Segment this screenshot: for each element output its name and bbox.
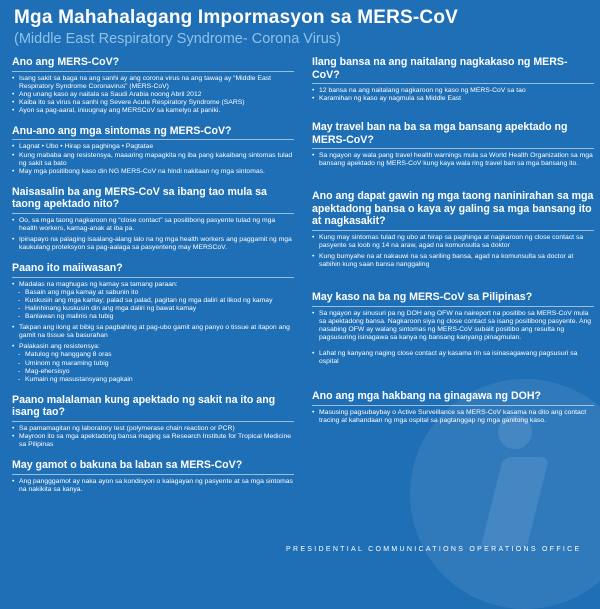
- divider: [312, 405, 594, 406]
- list-item: • 12 bansa na ang naitalang nagkaroon ng kaso ng MERS-CoV sa tao: [312, 87, 594, 95]
- page-subtitle: (Middle East Respiratory Syndrome- Corona Virus): [14, 31, 341, 47]
- list-item: • Palakasin ang resistensya:: [12, 343, 294, 351]
- bullet-list: [312, 152, 594, 168]
- list-item: • Sa ngayon ay wala pang travel health warnings mula sa World Health Organization sa mga bansang apektado ng MERS-CoV kung kaya wala ring travel ban sa mga bansang ito.: [312, 152, 594, 168]
- list-item: • Lahat ng kanyang naging close contact ay kasama rin sa isinasagawang pagsusuri sa ospital: [312, 350, 594, 366]
- section-ano-ang-mers: [12, 56, 294, 115]
- section-question: Paano malalaman kung apektado ng sakit na ito ang isang tao?: [12, 393, 276, 419]
- list-item: • Kung mababa ang resistensya, maaaring mapagkita ng iba pang kakaibang sintomas tulad ng sakit sa bato: [12, 152, 294, 168]
- bullet-list: [12, 425, 294, 449]
- divider: [312, 230, 594, 231]
- divider: [12, 421, 294, 422]
- list-item: • May mga positibong kaso din NG MERS-CoV na hindi nakitaan ng mga sintomas.: [12, 168, 294, 176]
- sub-list-item: - Basain ang mga kamay at sabunin ito: [18, 289, 294, 297]
- section-hakbang-doh: [312, 390, 594, 425]
- bullet-list: [12, 143, 294, 175]
- footer-agency: PRESIDENTIAL COMMUNICATIONS OPERATIONS OFFICE: [286, 546, 582, 553]
- list-item: • Lagnat • Ubo • Hirap sa paghinga • Pagtatae: [12, 143, 294, 151]
- sub-list: [18, 351, 294, 383]
- bullet-list: [312, 87, 594, 103]
- left-column: [12, 56, 294, 494]
- section-question: Paano ito maiiwasan?: [12, 262, 123, 275]
- divider: [12, 71, 294, 72]
- sub-list-item: - Uminom ng maraming tubig: [18, 360, 294, 368]
- section-paano-malalaman: [12, 394, 294, 449]
- bullet-list: [12, 281, 294, 289]
- bullet-list: [12, 478, 294, 494]
- page-header: [14, 6, 590, 48]
- section-question: Anu-ano ang mga sintomas ng MERS-CoV?: [12, 124, 232, 137]
- divider: [12, 474, 294, 475]
- list-item: • Oo, sa mga taong nagkaroon ng “close contact” sa positibong pasyente tulad ng mga health workers, kamag-anak at iba pa.: [12, 217, 294, 233]
- page-title: Mga Mahahalagang Impormasyon sa MERS-CoV: [14, 7, 459, 28]
- list-item: • Madalas na maghugas ng kamay sa tamang paraan:: [12, 281, 294, 289]
- section-question: Naisasalin ba ang MERS-CoV sa ibang tao mula sa taong apektado nito?: [12, 185, 267, 211]
- section-ilang-bansa: [312, 56, 594, 103]
- list-item: • Sa pamamagitan ng laboratory test (polymerase chain reaction or PCR): [12, 425, 294, 433]
- list-item: • Sa ngayon ay sinusuri pa ng DOH ang OFW na naireport na positibo sa MERS-CoV mula sa apektadong bansa. Nagkaroon siya ng close contact sa isang positibong pasyente. Ang nasabing OFW ay walang sintomas ng MERS-CoV subalit positibo ang resulta ng pagsusuring isinagawa sa kanya ng bansang kanyang pinagmulan.: [312, 310, 594, 342]
- divider: [12, 139, 294, 140]
- section-paano-maiiwasan: [12, 262, 294, 384]
- section-question: Ano ang dapat gawin ng mga taong naninirahan sa mga apektadong bansa o kaya ay galing sa mga bansang ito at nagkasakit?: [312, 190, 594, 228]
- list-item: • Kung bumyahe na at nakauwi na sa sariling bansa, agad na komunsulta sa doctor at sabihin kung saan bansa nanggaling: [312, 253, 594, 269]
- list-item: • Ang unang kaso ay naitala sa Saudi Arabia noong Abril 2012: [12, 91, 294, 99]
- list-item: • Karamihan ng kaso ay nagmula sa Middle East: [312, 95, 594, 103]
- divider: [312, 306, 594, 307]
- sub-list-item: - Matulog ng hanggang 8 oras: [18, 351, 294, 359]
- section-travel-ban: [312, 121, 594, 168]
- sub-list-item: - Mag-ehersisyo: [18, 368, 294, 376]
- bullet-list: [12, 217, 294, 252]
- section-gamot-bakuna: [12, 459, 294, 494]
- list-item: • Masusing pagsubaybay o Active Surveillance sa MERS-CoV kasama na dito ang contact tracing at kahandaan ng mga ospital sa pagtanggap ng mga ganitong kaso.: [312, 409, 594, 425]
- list-item: • Kung may sintomas tulad ng ubo at hirap sa paghinga at nagkaroon ng close contact sa pasyente sa loob ng 14 na araw, agad na komunsulta sa doktor: [312, 234, 594, 250]
- section-question: May travel ban na ba sa mga bansang apektado ng MERS-CoV?: [312, 121, 568, 146]
- section-sintomas: [12, 125, 294, 176]
- section-kaso-pilipinas: [312, 291, 594, 366]
- list-item: • Ang pangggamot ay naka ayon sa kondisyon o kalagayan ng pasyente at sa mga sintomas na nakikita sa kanya.: [12, 478, 294, 494]
- bullet-list: [312, 234, 594, 269]
- bullet-list: [312, 409, 594, 425]
- section-question: Ilang bansa na ang naitalang nagkakaso ng MERS-CoV?: [312, 56, 568, 81]
- sub-list-item: - Halinhinang kuskusin din ang mga daliri ng bawat kamay: [18, 305, 294, 313]
- section-question: Ano ang MERS-CoV?: [12, 56, 120, 68]
- list-item: • Mayroon ito sa mga apektadong bansa maging sa Research Institute for Tropical Medicine sa Pilipinas: [12, 433, 294, 449]
- section-question: Ano ang mga hakbang na ginagawa ng DOH?: [312, 390, 541, 403]
- section-dapat-gawin: [312, 190, 594, 269]
- divider: [12, 213, 294, 214]
- list-item: • Takpan ang ilong at bibig sa pagbahing at pag-ubo gamit ang panyo o tissue at itapon ang gamit na tissue sa basurahan: [12, 324, 294, 340]
- list-item: • Ayon sa pag-aaral, iniuugnay ang MERSCoV sa kamelyo at paniki.: [12, 107, 294, 115]
- section-question: May kaso na ba ng MERS-CoV sa Pilipinas?: [312, 291, 533, 304]
- sub-list-item: - Kumain ng masustansyang pagkain: [18, 376, 294, 384]
- section-naisasalin: [12, 186, 294, 252]
- divider: [12, 277, 294, 278]
- list-item: • Kaiba ito sa virus na sanhi ng Severe Acute Respiratory Syndrome (SARS): [12, 99, 294, 107]
- divider: [312, 83, 594, 84]
- bullet-list: [312, 310, 594, 367]
- list-item: • Isang sakit sa baga na ang sanhi ay ang corona virus na ang tawag ay “Middle East Respiratory Syndrome Coronavirus” (MERS-CoV): [12, 75, 294, 91]
- divider: [312, 148, 594, 149]
- list-item: • Ipinapayo na palaging isaalang-alang lalo na ng mga health workers ang paggamit ng mga kaukulang proteksyon sa pag-aalaga sa pasyenteng may MERSCoV.: [12, 236, 294, 252]
- sub-list: [18, 289, 294, 321]
- section-question: May gamot o bakuna ba laban sa MERS-CoV?: [12, 459, 243, 472]
- sub-list-item: - Banlawan ng malinis na tubig: [18, 313, 294, 321]
- right-column: [312, 56, 594, 425]
- sub-list-item: - Kuskusin ang mga kamay; palad sa palad, pagitan ng mga daliri at likod ng kamay: [18, 297, 294, 305]
- bullet-list: [12, 75, 294, 115]
- bullet-list: [12, 324, 294, 351]
